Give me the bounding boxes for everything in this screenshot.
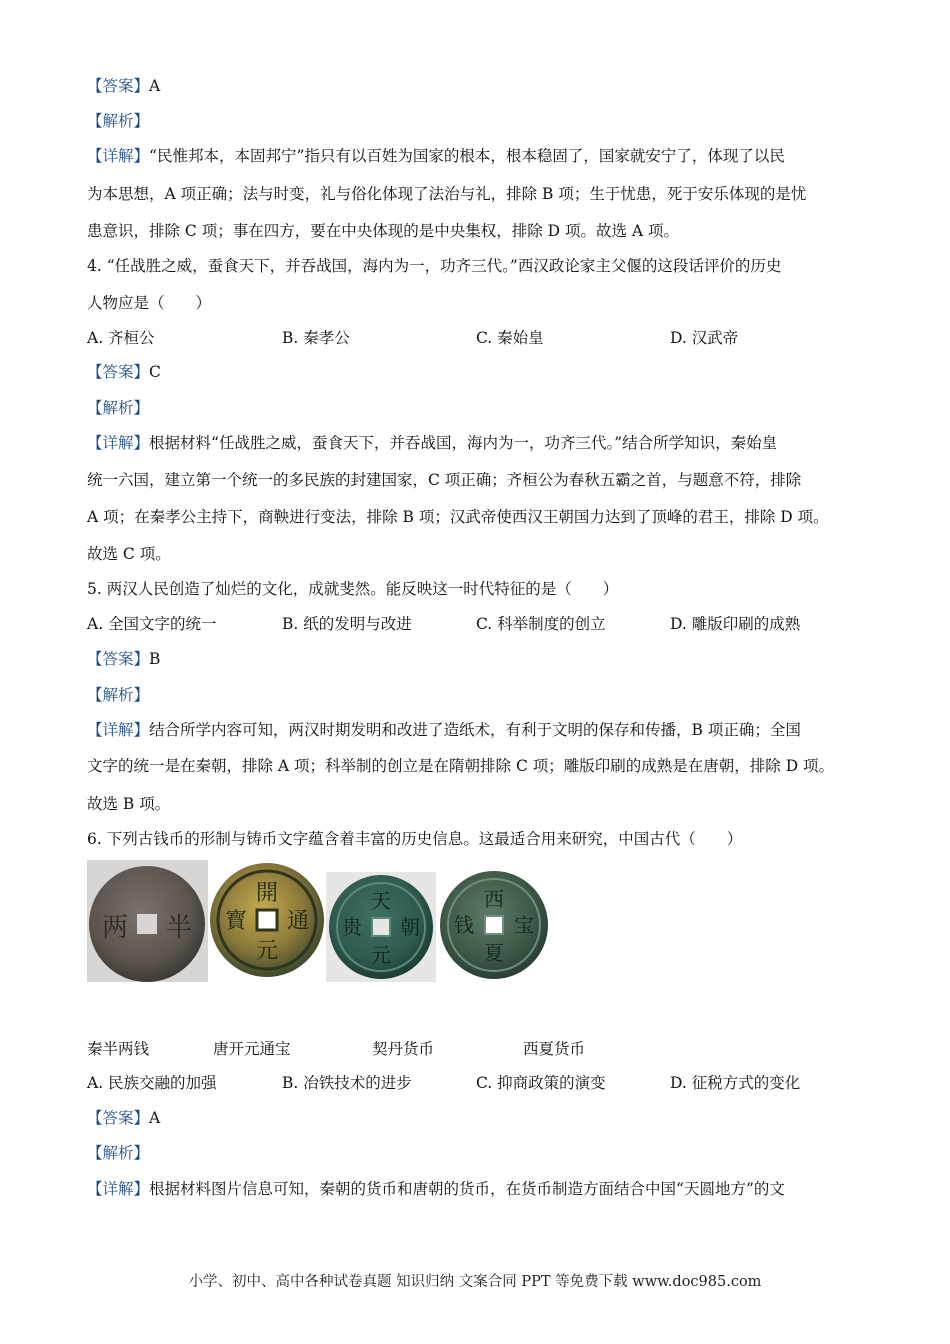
answer-line: [87, 362, 161, 382]
analysis-tag: 【解析】: [87, 112, 150, 130]
detail-line: 故选 C 项。: [87, 545, 171, 563]
detail-line: 故选 B 项。: [87, 795, 171, 813]
analysis-tag: 【解析】: [87, 1144, 150, 1162]
option-a: A. 齐桓公: [87, 329, 155, 347]
detail-tag: 【详解】: [87, 1180, 150, 1198]
answer-value: A: [149, 77, 161, 95]
detail-line: 文字的统一是在秦朝，排除 A 项；科举制的创立是在隋朝排除 C 项；雕版印刷的成熟是在唐朝，排除 D 项。: [87, 757, 835, 775]
detail-tag: 【详解】: [87, 721, 150, 739]
coin-caption: 秦半两钱: [87, 1040, 150, 1058]
coin-inscription: 寳: [224, 909, 248, 934]
answer-tag: 【答案】: [87, 650, 150, 668]
coin-caption: 契丹货币: [372, 1040, 435, 1058]
coin-inscription: 朝: [400, 915, 420, 939]
option-c: C. 科举制度的创立: [476, 615, 606, 633]
question-stem: 4. “任战胜之威，蚕食天下，并吞战国，海内为一，功齐三代。”西汉政论家主父偃的这段话评价的历史: [87, 257, 782, 275]
detail-line: [87, 1179, 785, 1199]
option-b: B. 纸的发明与改进: [282, 615, 412, 633]
coin-inscription: 開: [255, 881, 279, 906]
coin-inscription: 西: [484, 887, 504, 911]
question-stem: 6. 下列古钱币的形制与铸币文字蕴含着丰富的历史信息。这最适合用来研究，中国古代（ ）: [87, 830, 743, 848]
answer-tag: 【答案】: [87, 77, 150, 95]
coin-inscription: 元: [255, 939, 279, 964]
detail-line: [87, 146, 785, 166]
question-stem: 5. 两汉人民创造了灿烂的文化，成就斐然。能反映这一时代特征的是（ ）: [87, 580, 619, 598]
page-footer: 小学、初中、高中各种试卷真题 知识归纳 文案合同 PPT 等免费下载 www.doc985.com: [188, 1274, 762, 1290]
coin-image-xixia: [438, 868, 550, 982]
answer-tag: 【答案】: [87, 1109, 150, 1127]
question-stem: 人物应是（ ）: [87, 294, 212, 312]
detail-line: [87, 433, 777, 453]
answer-line: [87, 76, 160, 96]
answer-value: C: [149, 363, 161, 381]
detail-line: [87, 720, 801, 740]
coin-image-qin: [87, 860, 208, 982]
detail-line: 统一六国，建立第一个统一的多民族的封建国家，C 项正确；齐桓公为春秋五霸之首，与题意不符，排除: [87, 471, 802, 489]
detail-line: 患意识，排除 C 项；事在四方，要在中央体现的是中央集权，排除 D 项。故选 A 项。: [87, 222, 680, 240]
answer-value: A: [149, 1109, 161, 1127]
option-d: D. 雕版印刷的成熟: [670, 615, 801, 633]
coin-inscription: 宝: [514, 913, 534, 937]
detail-line: 为本思想，A 项正确；法与时变，礼与俗化体现了法治与礼，排除 B 项；生于忧患，死于安乐体现的是忧: [87, 185, 807, 203]
option-a: A. 全国文字的统一: [87, 615, 217, 633]
answer-tag: 【答案】: [87, 363, 150, 381]
option-c: C. 秦始皇: [476, 329, 544, 347]
coin-inscription: 夏: [484, 941, 504, 965]
analysis-tag: 【解析】: [87, 399, 150, 417]
option-c: C. 抑商政策的演变: [476, 1074, 606, 1092]
detail-line: A 项；在秦孝公主持下，商鞅进行变法，排除 B 项；汉武帝使西汉王朝国力达到了顶峰的君王，排除 D 项。: [87, 508, 829, 526]
coin-image-khitan: [326, 872, 436, 982]
coin-caption: 唐开元通宝: [213, 1040, 291, 1058]
coin-inscription: 通: [286, 909, 310, 934]
coin-inscription: 钱: [454, 913, 474, 937]
option-b: B. 冶铁技术的进步: [282, 1074, 412, 1092]
option-a: A. 民族交融的加强: [87, 1074, 217, 1092]
option-d: D. 征税方式的变化: [670, 1074, 801, 1092]
analysis-tag: 【解析】: [87, 686, 150, 704]
option-d: D. 汉武帝: [670, 329, 739, 347]
detail-tag: 【详解】: [87, 147, 150, 165]
detail-tag: 【详解】: [87, 434, 150, 452]
coin-caption: 西夏货币: [523, 1040, 586, 1058]
coin-inscription: 贵: [342, 915, 362, 939]
coin-inscription: 天: [371, 889, 391, 913]
coin-inscription: 两: [101, 913, 129, 943]
answer-value: B: [149, 650, 161, 668]
coin-image-tang: [208, 858, 326, 982]
detail-text: 根据材料图片信息可知，秦朝的货币和唐朝的货币，在货币制造方面结合中国“天圆地方”的文: [149, 1180, 785, 1198]
detail-text: “民惟邦本，本固邦宁”指只有以百姓为国家的根本，根本稳固了，国家就安宁了，体现了以民: [149, 147, 785, 165]
coin-inscription: 半: [165, 913, 193, 943]
answer-line: [87, 649, 160, 669]
coin-inscription: 元: [371, 943, 391, 967]
detail-text: 结合所学内容可知，两汉时期发明和改进了造纸术，有利于文明的保存和传播，B 项正确；全国: [149, 721, 801, 739]
answer-line: [87, 1108, 160, 1128]
detail-text: 根据材料“任战胜之威，蚕食天下，并吞战国，海内为一，功齐三代。”结合所学知识，秦始皇: [149, 434, 778, 452]
option-b: B. 秦孝公: [282, 329, 350, 347]
